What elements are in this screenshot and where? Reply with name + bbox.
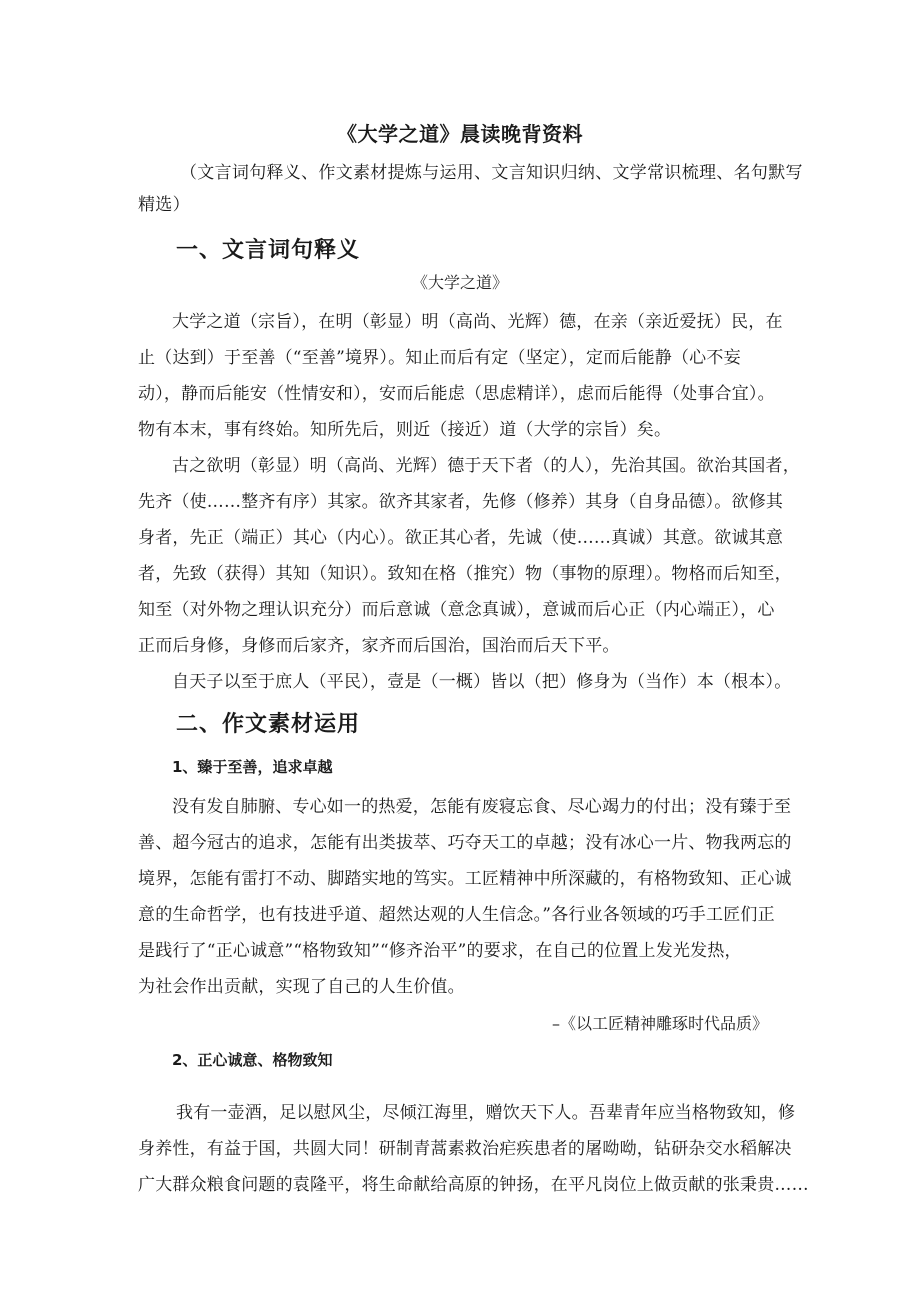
text-title: 《大学之道》 [411, 273, 508, 292]
para1-line: 物有本末，事有终始。知所先后，则近（接近）道（大学的宗旨）矣。 [138, 420, 672, 440]
para2-line: 知至（对外物之理认识充分）而后意诚（意念真诚），意诚而后心正（内心端正），心 [138, 600, 775, 620]
item-1-source: –《以工匠精神雕琢时代品质》 [551, 1014, 768, 1033]
section-2-heading: 二、作文素材运用 [176, 711, 361, 737]
para2-line: 身者，先正（端正）其心（内心）。欲正其心者，先诚（使……真诚）其意。欲诚其意 [138, 528, 784, 548]
item-1-line: 善、超今冠古的追求，怎能有出类拔萃、巧夺天工的卓越；没有冰心一片、物我两忘的 [138, 833, 792, 853]
item-2-line: 我有一壶酒，足以慰风尘，尽倾江海里，赠饮天下人。吾辈青年应当格物致知，修 [176, 1103, 796, 1123]
para2-line: 先齐（使……整齐有序）其家。欲齐其家者，先修（修养）其身（自身品德）。欲修其 [138, 492, 784, 512]
item-1-title: 1、臻于至善，追求卓越 [172, 758, 333, 776]
section-1-heading: 一、文言词句释义 [176, 237, 361, 263]
para3-line: 自天子以至于庶人（平民），壹是（一概）皆以（把）修身为（当作）本（根本）。 [172, 672, 792, 692]
item-1-line: 是践行了“正心诚意”“格物致知”“修齐治平”的要求，在自己的位置上发光发热， [138, 941, 742, 961]
para1-line: 大学之道（宗旨），在明（彰显）明（高尚、光辉）德，在亲（亲近爱抚）民，在 [172, 312, 783, 332]
para1-line: 动），静而后能安（性情安和），安而后能虑（思虑精详），虑而后能得（处事合宜）。 [138, 384, 775, 404]
item-2-line: 身养性，有益于国，共圆大同！研制青蒿素救治疟疾患者的屠呦呦，钻研杂交水稻解决 [138, 1139, 792, 1159]
item-2-title: 2、正心诚意、格物致知 [172, 1051, 333, 1069]
document-title: 《大学之道》晨读晚背资料 [337, 122, 583, 146]
para2-line: 古之欲明（彰显）明（高尚、光辉）德于天下者（的人），先治其国。欲治其国者， [172, 456, 800, 476]
subtitle-line-1: （文言词句释义、作文素材提炼与运用、文言知识归纳、文学常识梳理、名句默写 [180, 163, 803, 183]
item-2-line: 广大群众粮食问题的袁隆平，将生命献给高原的钟扬，在平凡岗位上做贡献的张秉贵…… [138, 1175, 809, 1195]
para2-line: 正而后身修，身修而后家齐，家齐而后国治，国治而后天下平。 [138, 636, 620, 656]
para2-line: 者，先致（获得）其知（知识）。致知在格（推究）物（事物的原理）。物格而后知至， [138, 564, 792, 584]
item-1-line: 意的生命哲学，也有技进乎道、超然达观的人生信念。”各行业各领域的巧手工匠们正 [138, 905, 775, 925]
para1-line: 止（达到）于至善（“至善”境界）。知止而后有定（坚定），定而后能静（心不妄 [138, 348, 741, 368]
subtitle-line-2: 精选） [138, 195, 190, 215]
item-1-line: 境界，怎能有雷打不动、脚踏实地的笃实。工匠精神中所深藏的，有格物致知、正心诚 [138, 869, 792, 889]
item-1-line: 没有发自肺腑、专心如一的热爱，怎能有废寝忘食、尽心竭力的付出；没有臻于至 [172, 797, 792, 817]
item-1-line: 为社会作出贡献，实现了自己的人生价值。 [138, 977, 465, 997]
